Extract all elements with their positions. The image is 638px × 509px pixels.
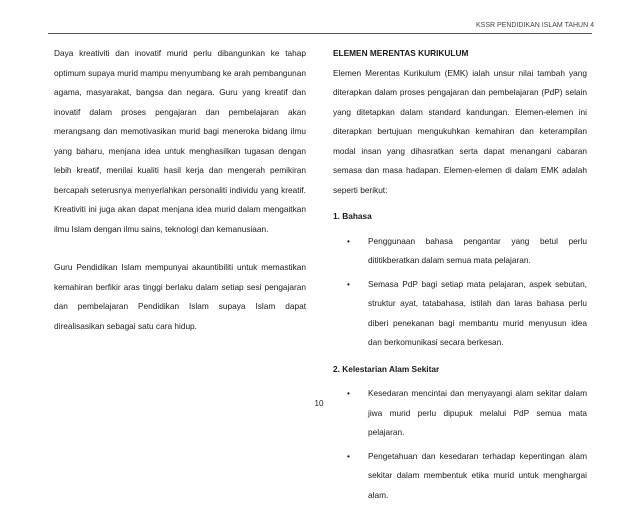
list-item-text: Penggunaan bahasa pengantar yang betul perlu dititikberatkan dalam semua mata pelajaran.	[368, 235, 587, 265]
header-divider	[48, 33, 592, 34]
right-column	[333, 44, 587, 509]
bullet-icon: •	[347, 235, 350, 246]
subsection-title-bahasa: 1. Bahasa	[333, 211, 372, 221]
list-item	[347, 232, 587, 271]
left-column	[54, 44, 306, 336]
bullet-icon: •	[347, 450, 350, 461]
subsection-title-kelestarian: 2. Kelestarian Alam Sekitar	[333, 363, 440, 374]
paragraph-accountability: Guru Pendidikan Islam mempunyai akauntibiliti untuk memastikan kemahiran berfikir aras tinggi berlaku dalam setiap sesi pengajaran dan pembelajaran Pendidikan Islam supaya Islam dapat direalisasikan sebagai satu cara hidup.	[54, 262, 306, 331]
section-heading: ELEMEN MERENTAS KURIKULUM	[333, 48, 469, 58]
list-item-text: Kesedaran mencintai dan menyayangi alam sekitar dalam jiwa murid perlu dipupuk melalui PdP semua mata pelajaran.	[368, 388, 587, 437]
paragraph-creativity: Daya kreativiti dan inovatif murid perlu dibangunkan ke tahap optimum supaya murid mampu menyumbang ke arah pembangunan agama, masyarakat, bangsa dan negara. Guru yang kreatif dan inovatif dalam proses pengajaran dan pembelajaran akan merangsang dan memotivasikan murid bagi meneroka bidang ilmu yang baharu, menjana idea untuk menghasilkan tugasan dengan lebih kreatif, menilai kualiti hasil kerja dan mengerah pemikiran bercapah seterusnya menyerlahkan personaliti individu yang kreatif. Kreativiti ini juga akan dapat menjana idea murid dalam mengaitkan ilmu Islam dengan ilmu sains, teknologi dan kemanusiaan.	[54, 48, 306, 234]
list-item	[347, 384, 587, 443]
page-number: 10	[314, 399, 324, 408]
bullet-icon: •	[347, 278, 350, 289]
bullet-list-bahasa	[333, 232, 587, 353]
list-item-text: Pengetahuan dan kesedaran terhadap kepentingan alam sekitar dalam membentuk etika murid untuk menghargai alam.	[368, 450, 587, 500]
list-item	[347, 447, 587, 506]
bullet-icon: •	[347, 388, 350, 398]
paragraph-emk-intro: Elemen Merentas Kurikulum (EMK) ialah unsur nilai tambah yang diterapkan dalam proses pengajaran dan pembelajaran (PdP) selain yang ditetapkan dalam standard kandungan. Elemen-elemen ini diterapkan bertujuan mengukuhkan kemahiran dan keterampilan modal insan yang dihasratkan serta dapat menangani cabaran semasa dan masa hadapan. Elemen-elemen di dalam EMK adalah seperti berikut:	[333, 67, 587, 195]
page-header: KSSR PENDIDIKAN ISLAM TAHUN 4	[476, 22, 594, 29]
list-item	[347, 275, 587, 353]
list-item-text: Semasa PdP bagi setiap mata pelajaran, aspek sebutan, struktur ayat, tatabahasa, istilah dan laras bahasa perlu diberi penekanan bagi membantu murid menyusun idea dan berkomunikasi secara berkesan.	[368, 278, 587, 347]
